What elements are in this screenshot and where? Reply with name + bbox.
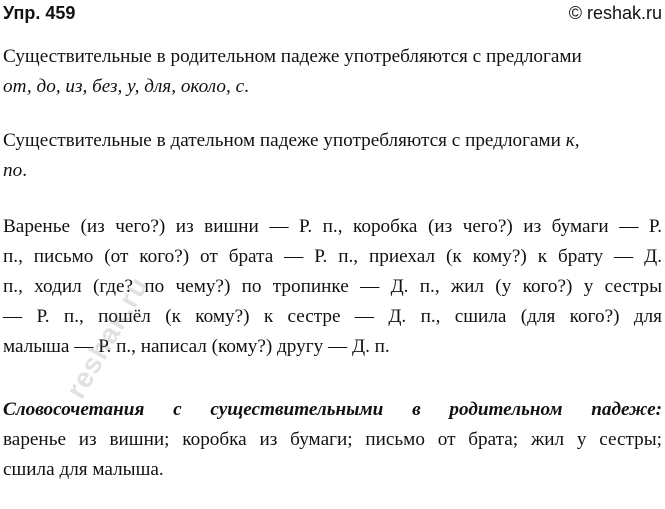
paragraph1-line2 <box>3 72 662 102</box>
phrases-heading: Словосочетания с существительными в родительном падеже: <box>3 399 662 420</box>
examples-line: п., ходил (где? по чему?) по тропинке — Д. п., жил (у кого?) у сестры <box>3 276 662 297</box>
paragraph2-line2 <box>3 156 662 186</box>
examples-line: — Р. п., пошёл (к кому?) к сестре — Д. п., сшила (для кого?) для <box>3 306 662 327</box>
source-credit: © reshak.ru <box>568 3 662 23</box>
phrases-line: варенье из вишни; коробка из бумаги; письмо от брата; жил у сестры; <box>3 429 662 450</box>
paragraph-genitive-rule <box>3 42 662 102</box>
paragraph2-text: Существительные в дательном падеже употребляются с предлогами <box>3 130 566 151</box>
examples-line: малыша — Р. п., написал (кому?) другу — Д. п. <box>3 336 390 357</box>
phrases-line: сшила для малыша. <box>3 459 164 480</box>
paragraph-dative-rule <box>3 126 662 186</box>
examples-line: Варенье (из чего?) из вишни — Р. п., коробка (из чего?) из бумаги — Р. <box>3 216 662 237</box>
paragraph1-end: . <box>244 76 249 97</box>
paragraph2-end: . <box>22 160 27 181</box>
dative-preposition-po: по <box>3 160 23 181</box>
genitive-prepositions: от, до, из, без, у, для, около, с <box>3 76 245 97</box>
paragraph1-line1: Существительные в родительном падеже употребляются с предлогами <box>3 46 582 67</box>
exercise-title: Упр. 459 <box>3 3 76 23</box>
paragraph-examples <box>3 212 662 362</box>
examples-line: п., письмо (от кого?) от брата — Р. п., приехал (к кому?) к брату — Д. <box>3 246 662 267</box>
paragraph2-line1 <box>3 126 662 156</box>
paragraph-phrases <box>3 395 662 485</box>
watermark: reshak.ru <box>60 271 155 404</box>
header <box>3 0 662 26</box>
dative-preposition-k: к, <box>565 130 580 151</box>
